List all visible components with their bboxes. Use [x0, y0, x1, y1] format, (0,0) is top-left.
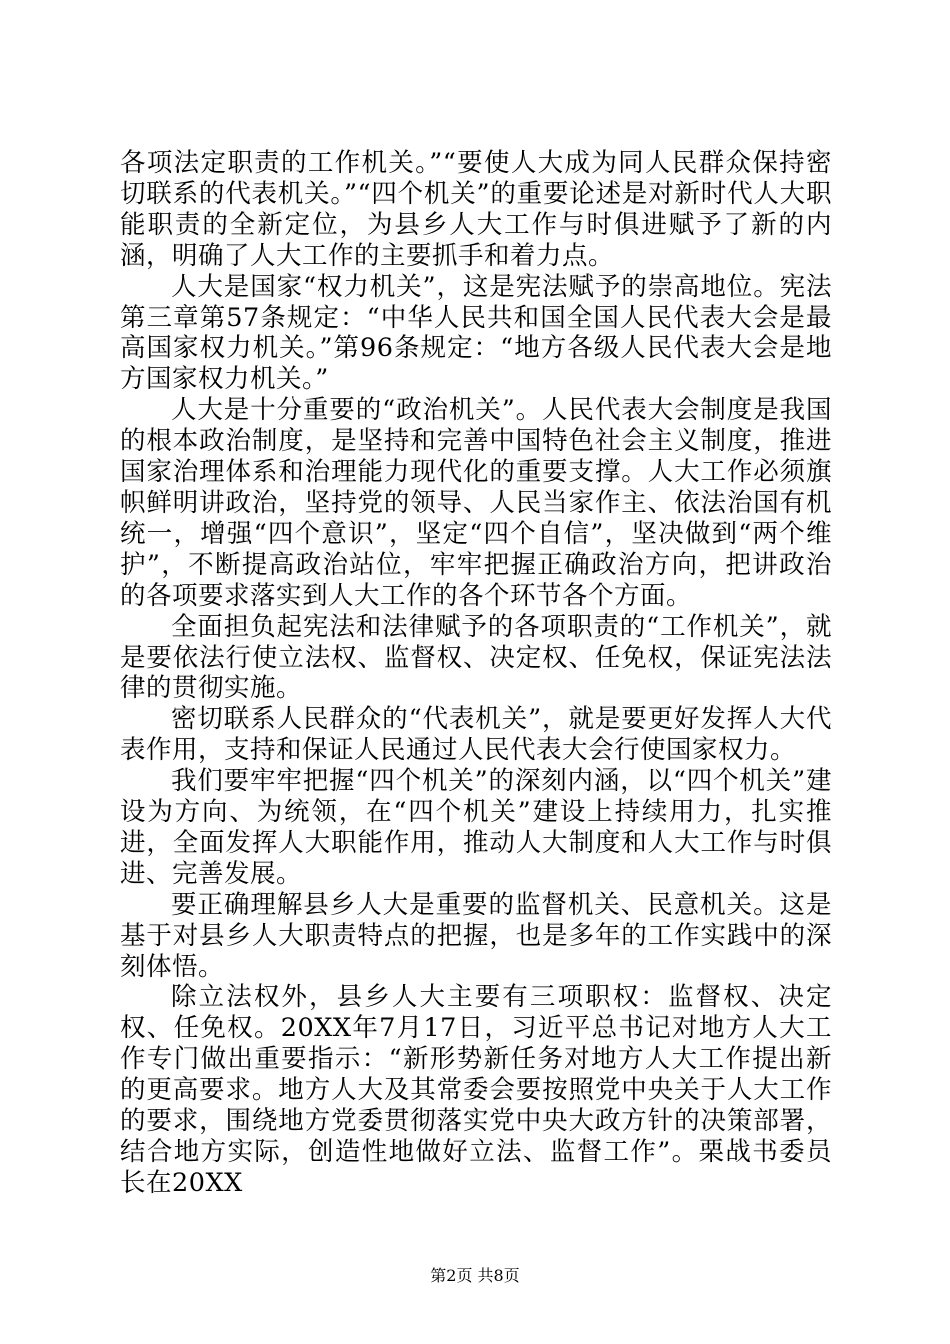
paragraph-7: 要正确理解县乡人大是重要的监督机关、民意机关。这是基于对县乡人大职责特点的把握，也是多年的工作实践中的深刻体悟。	[120, 889, 832, 982]
paragraph-5: 密切联系人民群众的“代表机关”，就是要更好发挥人大代表作用，支持和保证人民通过人民代表大会行使国家权力。	[120, 704, 832, 766]
paragraph-1: 各项法定职责的工作机关。”“要使人大成为同人民群众保持密切联系的代表机关。”“四个机关”的重要论述是对新时代人大职能职责的全新定位，为县乡人大工作与时俱进赋予了新的内涵，明确了人大工作的主要抓手和着力点。	[120, 148, 832, 271]
paragraph-8: 除立法权外，县乡人大主要有三项职权：监督权、决定权、任免权。20XX年7月17日，习近平总书记对地方人大工作专门做出重要指示：“新形势新任务对地方人大工作提出新的更高要求。地方人大及其常委会要按照党中央关于人大工作的要求，围绕地方党委贯彻落实党中央大政方针的决策部署，结合地方实际，创造性地做好立法、监督工作”。栗战书委员长在20XX	[120, 982, 832, 1198]
page-number-footer: 第2页 共8页	[430, 1266, 520, 1285]
paragraph-4: 全面担负起宪法和法律赋予的各项职责的“工作机关”，就是要依法行使立法权、监督权、决定权、任免权，保证宪法法律的贯彻实施。	[120, 611, 832, 704]
paragraph-3: 人大是十分重要的“政治机关”。人民代表大会制度是我国的根本政治制度，是坚持和完善中国特色社会主义制度，推进国家治理体系和治理能力现代化的重要支撑。人大工作必须旗帜鲜明讲政治，坚持党的领导、人民当家作主、依法治国有机统一，增强“四个意识”，坚定“四个自信”，坚决做到“两个维护”，不断提高政治站位，牢牢把握正确政治方向，把讲政治的各项要求落实到人大工作的各个环节各个方面。	[120, 395, 832, 611]
paragraph-6: 我们要牢牢把握“四个机关”的深刻内涵，以“四个机关”建设为方向、为统领，在“四个机关”建设上持续用力，扎实推进，全面发挥人大职能作用，推动人大制度和人大工作与时俱进、完善发展。	[120, 766, 832, 889]
document-body	[120, 148, 832, 1199]
paragraph-2: 人大是国家“权力机关”，这是宪法赋予的崇高地位。宪法第三章第57条规定：“中华人民共和国全国人民代表大会是最高国家权力机关。”第96条规定：“地方各级人民代表大会是地方国家权力机关。”	[120, 271, 832, 395]
